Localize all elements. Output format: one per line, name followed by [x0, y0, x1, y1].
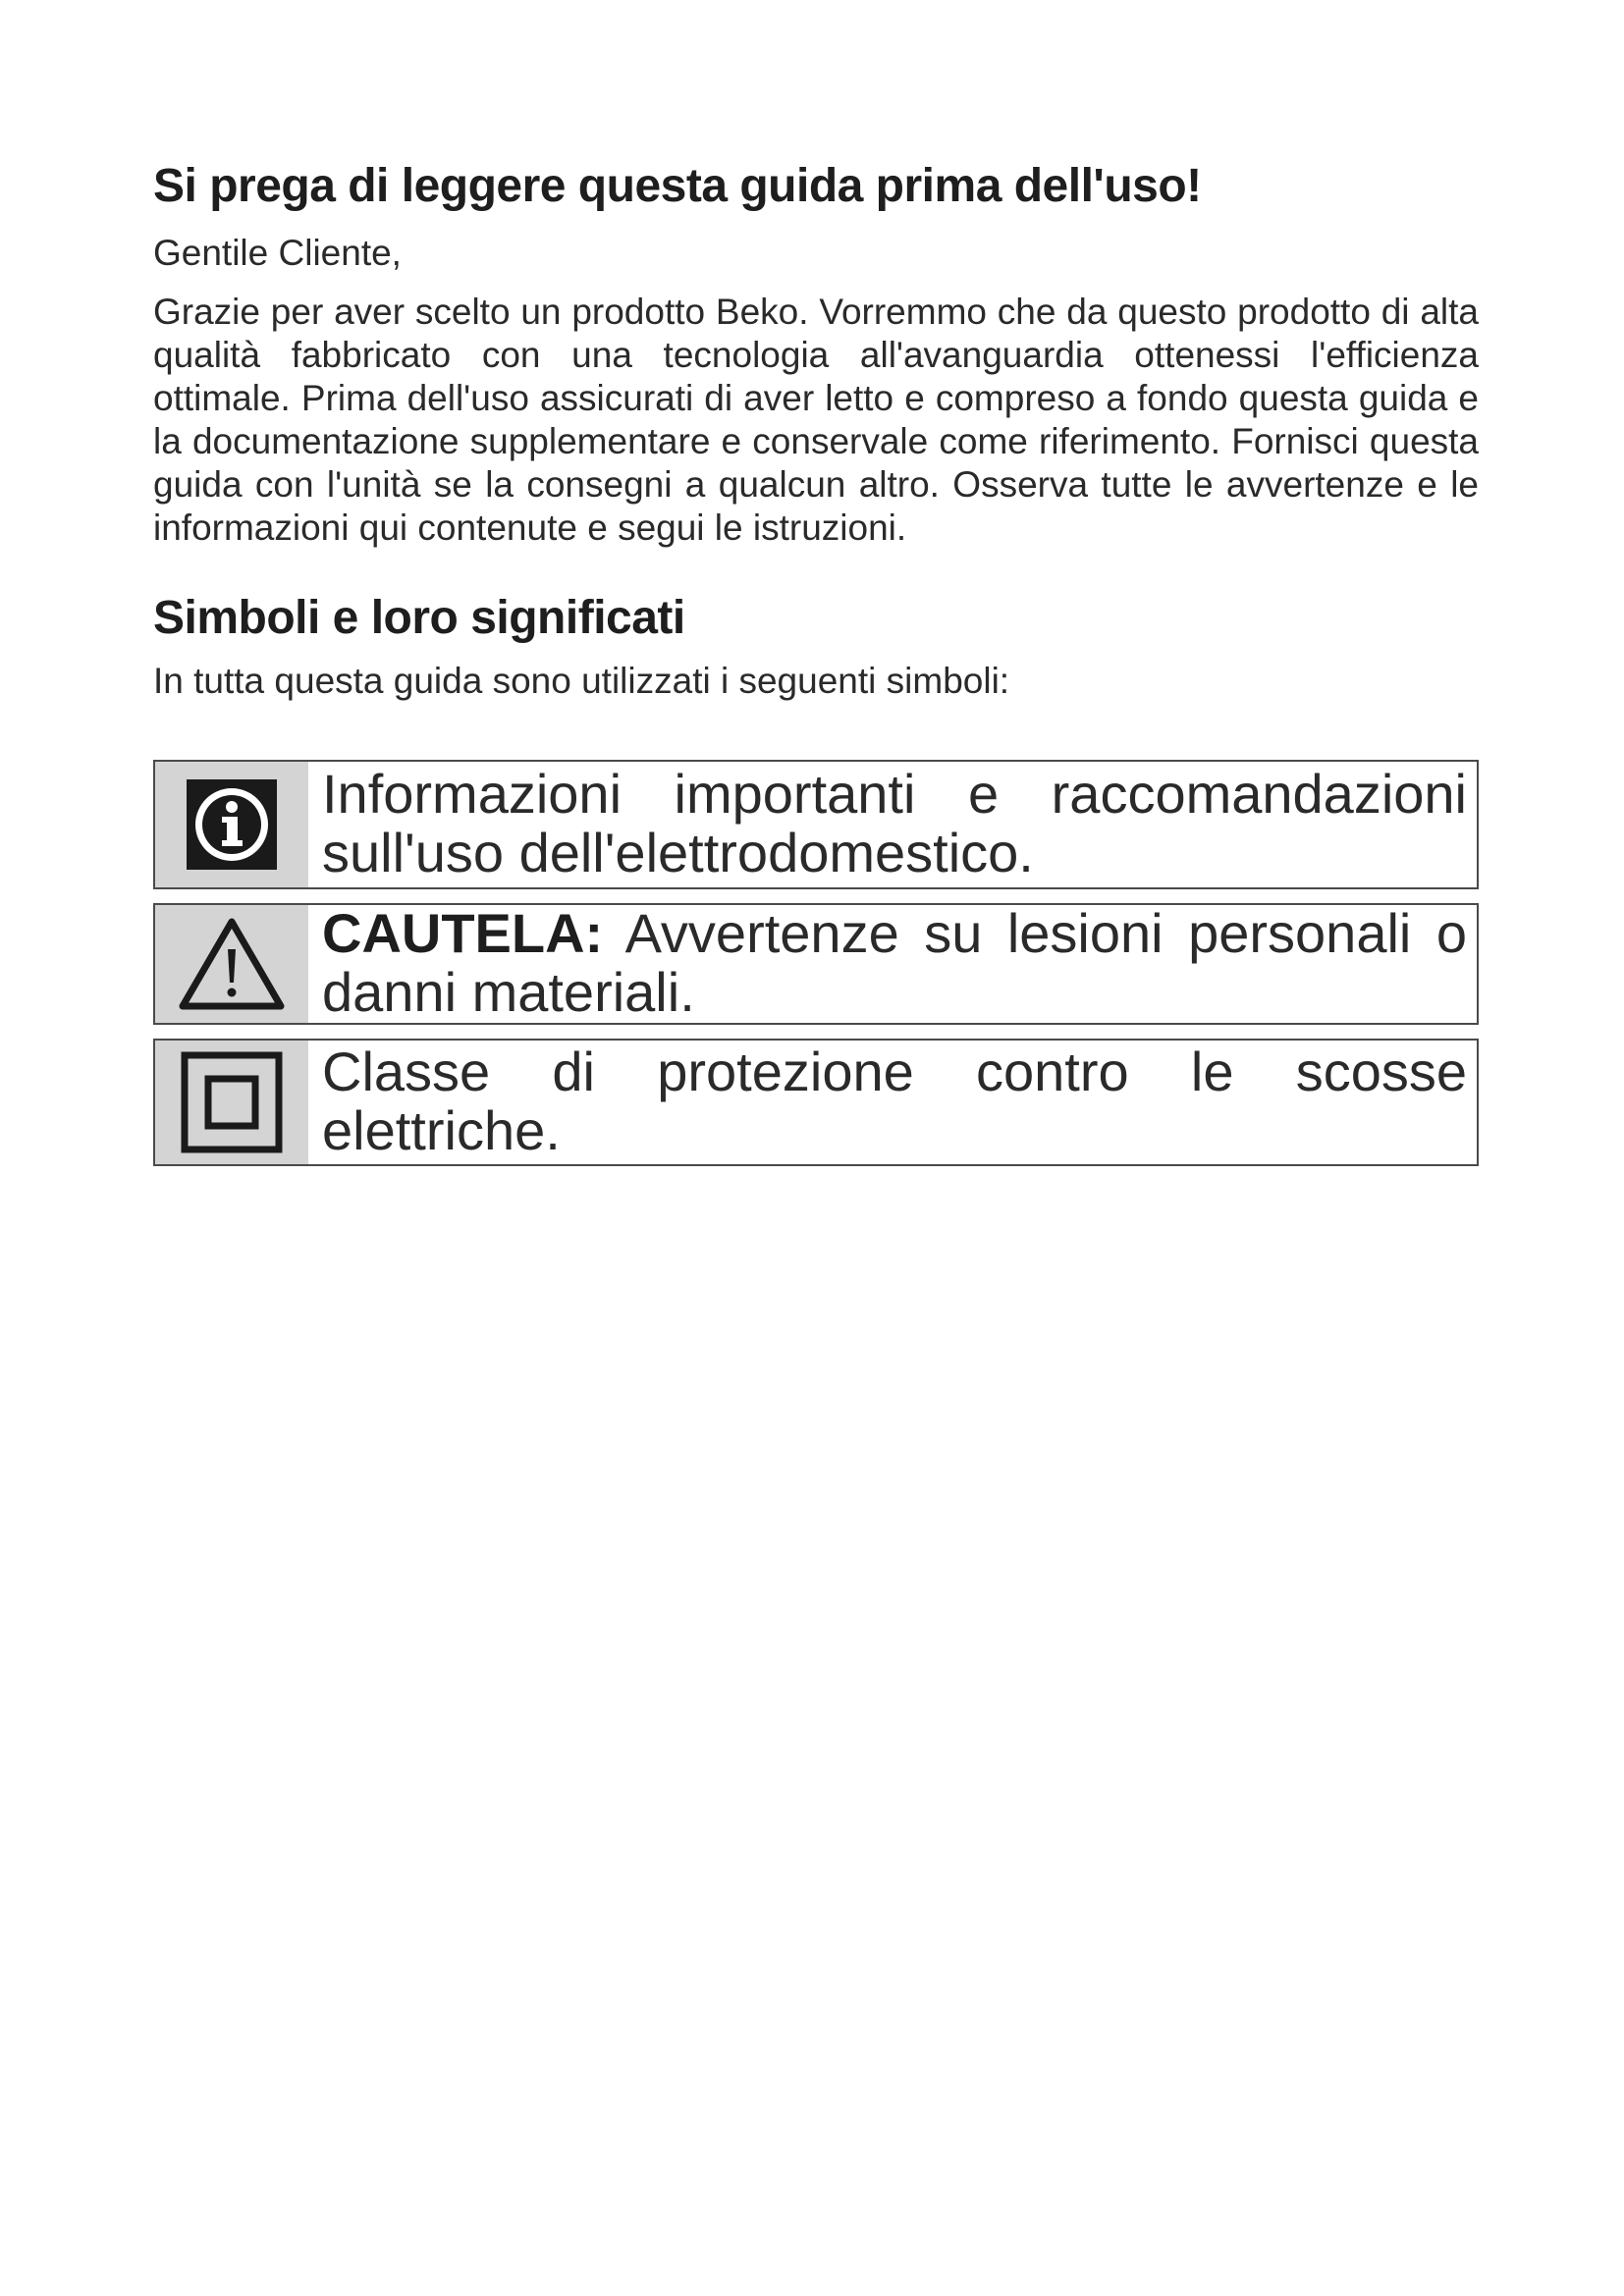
- symbol-description: Informazioni importanti e raccomandazioni sull'uso dell'elettrodomestico.: [322, 763, 1467, 884]
- symbols-intro: In tutta questa guida sono utilizzati i seguenti simboli:: [153, 661, 1010, 702]
- caution-label: CAUTELA:: [322, 902, 604, 965]
- document-page: [153, 157, 1479, 1180]
- symbol-row-caution: [153, 903, 1479, 1025]
- page-title: Si prega di leggere questa guida prima dell'uso!: [153, 160, 1202, 212]
- double-insulation-icon: [155, 1041, 308, 1164]
- symbols-table: [153, 760, 1479, 1166]
- info-icon: [155, 762, 308, 887]
- greeting: Gentile Cliente,: [153, 233, 402, 273]
- warning-triangle-icon: [155, 905, 308, 1023]
- intro-paragraph: Grazie per aver scelto un prodotto Beko. Vorremmo che da questo prodotto di alta qualità fabbricato con una tecnologia all'avanguardia ottenessi l'efficienza ottimale. Prima dell'uso assicurati di aver letto e compreso a fondo questa guida e la documentazione supplementare e conservale come riferimento. Fornisci questa guida con l'unità se la consegni a qualcun altro. Osserva tutte le avvertenze e le informazioni qui contenute e segui le istruzioni.: [153, 292, 1479, 549]
- symbol-description: Classe di protezione contro le scosse elettriche.: [322, 1041, 1467, 1162]
- symbol-description: Avvertenze su lesioni personali o danni materiali.: [322, 902, 1467, 1024]
- symbol-row-protection-class: [153, 1039, 1479, 1166]
- symbols-title: Simboli e loro significati: [153, 592, 685, 645]
- symbol-row-info: [153, 760, 1479, 889]
